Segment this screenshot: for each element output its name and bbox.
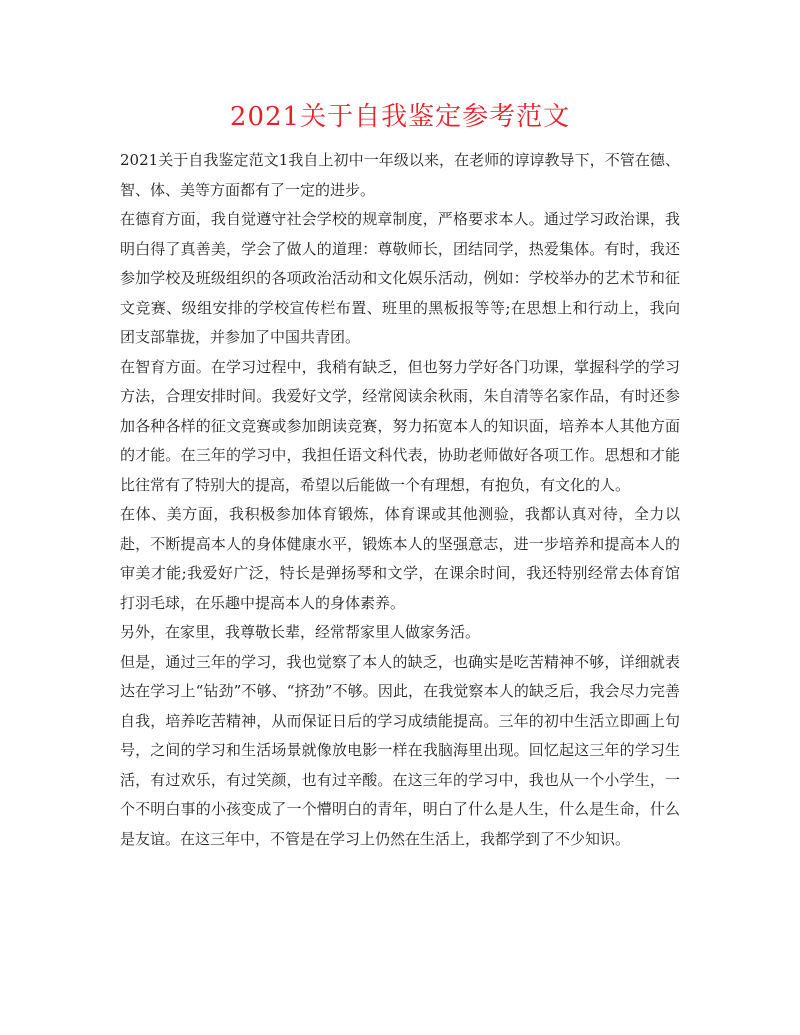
paragraph-moral: 在德育方面，我自觉遵守社会学校的规章制度，严格要求本人。通过学习政治课，我明白得了真善美，学会了做人的道理：尊敬师长，团结同学，热爱集体。有时，我还参加学校及班级组织的各项政治活动和文化娱乐活动，例如：学校举办的艺术节和征文竞赛、级组安排的学校宣传栏布置、班里的黑板报等等;在思想上和行动上，我向团支部靠拢，并参加了中国共青团。 xyxy=(120,210,680,346)
paragraph-intellect: 在智育方面。在学习过程中，我稍有缺乏，但也努力学好各门功课，掌握科学的学习方法，合理安排时间。我爱好文学，经常阅读余秋雨，朱自清等名家作品，有时还参加各种各样的征文竞赛或参加朗读竞赛，努力拓宽本人的知识面，培养本人其他方面的才能。在三年的学习中，我担任语文科代表，协助老师做好各项工作。思想和才能比往常有了特别大的提高，希望以后能做一个有理想，有抱负，有文化的人。 xyxy=(120,357,680,494)
paragraph-intro: 2021关于自我鉴定范文1我自上初中一年级以来，在老师的谆谆教导下，不管在德、智、体、美等方面都有了一定的进步。 xyxy=(120,151,680,199)
paragraph-home: 另外，在家里，我尊敬长辈，经常帮家里人做家务活。 xyxy=(120,623,481,641)
document-body xyxy=(120,146,680,854)
paragraph-sports-arts: 在体、美方面，我积极参加体育锻炼，体育课或其他测验，我都认真对待，全力以赴，不断提高本人的身体健康水平，锻炼本人的坚强意志，进一步培养和提高本人的审美才能;我爱好广泛，特长是弹扬琴和文学，在课余时间，我还特别经常去体育馆打羽毛球，在乐趣中提高本人的身体素养。 xyxy=(120,505,680,612)
paragraph-reflection: 但是，通过三年的学习，我也觉察了本人的缺乏，也确实是吃苦精神不够，详细就表达在学习上“钻劲”不够、“挤劲”不够。因此，在我觉察本人的缺乏后，我会尽力完善自我，培养吃苦精神，从而保证日后的学习成绩能提高。三年的初中生活立即画上句号，之间的学习和生活场景就像放电影一样在我脑海里出现。回忆起这三年的学习生活，有过欢乐，有过笑颜，也有过辛酸。在这三年的学习中，我也从一个小学生，一个不明白事的小孩变成了一个懵明白的青年，明白了什么是人生，什么是生命，什么是友谊。在这三年中，不管是在学习上仍然在生活上，我都学到了不少知识。 xyxy=(120,652,680,848)
document-title: 2021关于自我鉴定参考范文 xyxy=(229,102,571,132)
